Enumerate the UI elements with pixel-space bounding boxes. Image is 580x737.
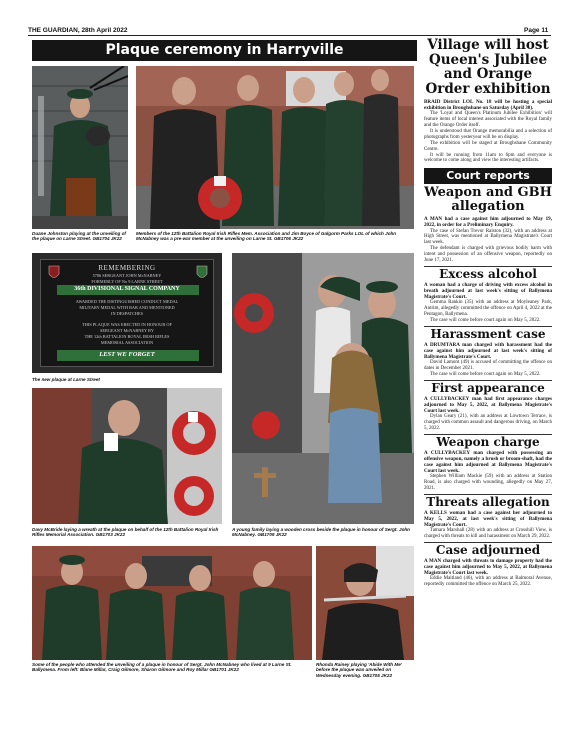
plaque-erect4: MEMORIAL ASSOCIATION [100, 340, 154, 345]
plaque-erect3: THE 12th BATTALION ROYAL IRISH RIFLES [84, 334, 170, 339]
alcohol-lead: A woman had a charge of driving with excess alcohol in breath adjourned at last week's sitting of Ballymena Magistrate's Court. [424, 281, 552, 301]
photo-members [136, 66, 414, 229]
case-adjourned-headline: Case adjourned [424, 542, 552, 557]
weapon-gbh-lead: A MAN had a case against him adjourned to May 19, 2022, in order for a Preliminary Enquiry. [424, 216, 552, 229]
photo-group [32, 546, 312, 660]
caption-family: A young family laying a wooden cross beside the plaque in honour of Sergt. John McNabney. GB1709 JK22 [232, 527, 410, 538]
photo-flute [316, 546, 414, 660]
first-appearance-headline: First appearance [424, 380, 552, 395]
village-p1: The 'Loyal and Queen's Platinum Jubilee Exhibition' will feature items of local interest associated with the Royal family and the Orange Order itself. [424, 111, 552, 128]
masthead-rule [28, 35, 551, 36]
harassment-lead: A DRUMTARA man charged with harassment had the case against him adjourned at last week's sitting of Ballymena Magistrate's Court. [424, 341, 552, 361]
plaque-line2: FORMERLY OF No 9 LARNE STREET [91, 279, 163, 284]
alcohol-p1: Gemma Rankin (35) with an address at Moyleaney Park, Antrim, allegedly committed the offence on April 4, 2022 at the Pentagon, Ballymena. [424, 300, 552, 318]
feature-headline: Plaque ceremony in Harryville [32, 40, 417, 61]
first-appearance-p1: Dylan Geary (21), with an address at Lowtown Terrace, is charged with common assault and dangerous driving, on March 5, 2022. [424, 414, 552, 431]
plaque-erect1: THIS PLAQUE WAS ERECTED IN HONOUR OF [82, 322, 172, 327]
crest-left-icon [47, 264, 61, 282]
village-headline: Village will host Queen's Jubilee and Orange Order exhibition [425, 37, 551, 97]
alcohol-headline: Excess alcohol [424, 266, 552, 281]
plaque-award2: MILITARY MEDAL WITH BAR AND MENTIONED [79, 305, 175, 310]
photo-piper [32, 66, 128, 229]
plaque-motto: LEST WE FORGET [99, 351, 155, 358]
plaque-award3: IN DESPATCHES [111, 311, 143, 316]
village-p4: It will be running from 11am to 6pm and everyone is welcome to come along and view the interesting artifacts. [424, 152, 552, 164]
caption-wreath: Davy McBride laying a wreath at the plaque on behalf of the 12th Battalion Royal Irish Rifles Memorial Association. GB1703 JK22 [32, 527, 219, 538]
page-number: Page 11 [524, 27, 549, 34]
masthead-title: THE GUARDIAN, 28th April 2022 [28, 27, 128, 34]
photo-plaque [32, 253, 222, 373]
threats-lead: A KELLS woman had a case against her adjourned to May 5, 2022, at last week's sitting of Ballymena Magistrate's Court. [424, 509, 552, 529]
village-p3: The exhibition will be staged at Broughshane Community Centre. [424, 140, 552, 152]
village-p2: It is understood that Orange memorabilia and a selection of photographs from yesteryear will be on display. [424, 128, 552, 140]
weapon-gbh-p1: The case of Stefan Trevor Ralston (32), with an address at High Street, was mentioned at Ballymena Magistrate's Court last week. [424, 228, 552, 246]
plaque-unit: 36th DIVISIONAL SIGNAL COMPANY [74, 286, 180, 292]
caption-piper: Duane Johnston playing at the unveiling of the plaque on Larne Street. GB1704 JK22 [32, 231, 126, 242]
harassment-p2: The case will come before court again on May 5, 2022. [430, 371, 541, 377]
sidebar-column [424, 38, 552, 588]
first-appearance-lead: A CULLYBACKEY man had first appearance charges adjourned to May 5, 2022, at Ballymena Magistrate's Court last week. [424, 395, 552, 415]
plaque-award1: AWARDED THE DISTINGUISHED CONDUCT MEDAL [75, 299, 179, 304]
photo-family [232, 253, 414, 524]
case-adjourned-p1: Eddie Maitland (46), with an address at Balmoral Avenue, reportedly committed the offence on March 25, 2022. [424, 576, 552, 588]
caption-members: Members of the 12th Battalion Royal Irish Rifles Mem. Association and Jim Boyce of Galgorm Parks LOL of which John McNabney was a pre-war member at the unveiling on Larne St. GB1706 JK22 [136, 231, 397, 242]
crest-right-icon [195, 264, 209, 282]
case-adjourned-lead: A MAN charged with threats to damage property had the case against him adjourned to May 5, 2022, at Ballymena Magistrate's Court last week. [424, 558, 552, 577]
plaque-line1: 5786 SERGEANT JOHN McNABNEY [92, 273, 162, 278]
village-lead: BRAID District LOL No. 18 will be hosting a special exhibition in Broughshane on Saturday (April 30). [424, 99, 552, 112]
weapon-charge-p1: Stephen William Mackie (59) with an address at Station Road, is also charged with wounding, allegedly on May 27, 2021. [424, 474, 552, 492]
harassment-p1: David Lamont (49) is accused of committing the offence on dates in December 2021. [424, 360, 552, 372]
weapon-gbh-p2: The defendant is charged with grievous bodily harm with intent and possession of an offensive weapon, reportedly on June 17, 2021. [424, 246, 552, 264]
weapon-gbh-headline: Weapon and GBH allegation [424, 185, 552, 215]
caption-plaque: The new plaque at Larne Street [32, 377, 100, 382]
threats-p1: Tamara Marshall (28) with an address at Crosshill View, is charged with threats to kill and harassment on March 29, 2022. [424, 528, 552, 540]
weapon-charge-lead: A CULLYBACKEY man charged with possessing an offensive weapon, namely a brush or broom-shaft, had the case against him adjourned at Ballymena Magistrate's Court last week. [424, 449, 552, 475]
alcohol-p2: The case will come before court again on May 5, 2022. [430, 317, 541, 323]
caption-flute: Rhonda Rainey playing 'Abide With Me' before the plaque was unveiled on Wednesday evening. GB1705 JK22 [316, 662, 402, 678]
threats-headline: Threats allegation [424, 494, 552, 509]
plaque-title: REMEMBERING [98, 264, 156, 272]
harassment-headline: Harassment case [424, 326, 552, 341]
caption-group: Some of the people who attended the unveiling of a plaque in honour of Sergt. John McNabney who lived at 9 Larne St. Ballymena. From left: Blane Millar, Craig Gilmore, Sharon Gilmore and Roy Millar GB1701 JK22 [32, 662, 292, 673]
photo-wreath [32, 388, 222, 524]
plaque-erect2: SERGEANT McNABNEY BY [100, 328, 154, 333]
weapon-charge-headline: Weapon charge [424, 434, 552, 449]
court-reports-banner: Court reports [424, 168, 552, 184]
